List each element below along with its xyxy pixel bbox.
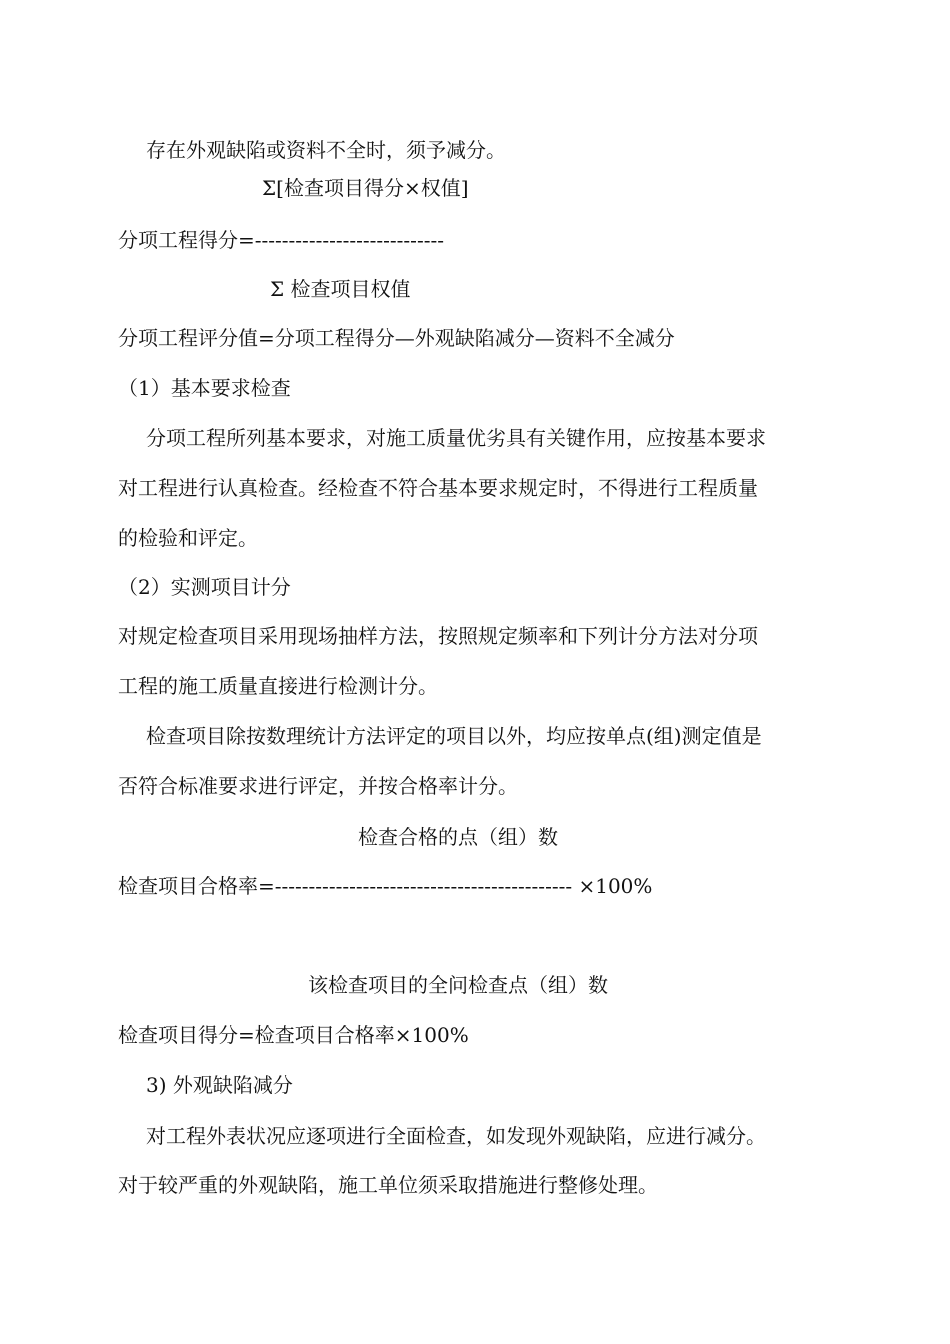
formula-lhs: 检查项目合格率=-------------------------------------------- ×100% bbox=[118, 874, 653, 898]
paragraph-line: 检查项目除按数理统计方法评定的项目以外，均应按单点(组)测定值是 bbox=[146, 724, 762, 748]
paragraph-line: 对规定检查项目采用现场抽样方法，按照规定频率和下列计分方法对分项 bbox=[118, 624, 758, 648]
paragraph-line: 否符合标准要求进行评定，并按合格率计分。 bbox=[118, 774, 518, 798]
section-heading: （2）实测项目计分 bbox=[118, 575, 291, 599]
formula-lhs: 分项工程得分=---------------------------- bbox=[118, 228, 444, 252]
formula-line: 检查项目得分=检查项目合格率×100% bbox=[118, 1023, 469, 1047]
formula-denominator: 该检查项目的全问检查点（组）数 bbox=[308, 973, 608, 997]
section-heading: （1）基本要求检查 bbox=[118, 376, 291, 400]
paragraph-line: 对工程外表状况应逐项进行全面检查，如发现外观缺陷，应进行减分。 bbox=[146, 1124, 766, 1148]
formula-denominator: Σ 检查项目权值 bbox=[270, 277, 411, 301]
paragraph-line: 存在外观缺陷或资料不全时，须予减分。 bbox=[146, 138, 506, 162]
paragraph-line: 对于较严重的外观缺陷，施工单位须采取措施进行整修处理。 bbox=[118, 1173, 658, 1197]
paragraph-line: 的检验和评定。 bbox=[118, 526, 258, 550]
formula-numerator: Σ[检查项目得分×权值] bbox=[262, 176, 469, 200]
paragraph-line: 分项工程所列基本要求，对施工质量优劣具有关键作用，应按基本要求 bbox=[146, 426, 766, 450]
formula-numerator: 检查合格的点（组）数 bbox=[358, 825, 558, 849]
formula-line: 分项工程评分值=分项工程得分—外观缺陷减分—资料不全减分 bbox=[118, 326, 675, 350]
paragraph-line: 对工程进行认真检查。经检查不符合基本要求规定时，不得进行工程质量 bbox=[118, 476, 758, 500]
paragraph-line: 工程的施工质量直接进行检测计分。 bbox=[118, 674, 438, 698]
section-heading: 3) 外观缺陷减分 bbox=[146, 1073, 293, 1097]
